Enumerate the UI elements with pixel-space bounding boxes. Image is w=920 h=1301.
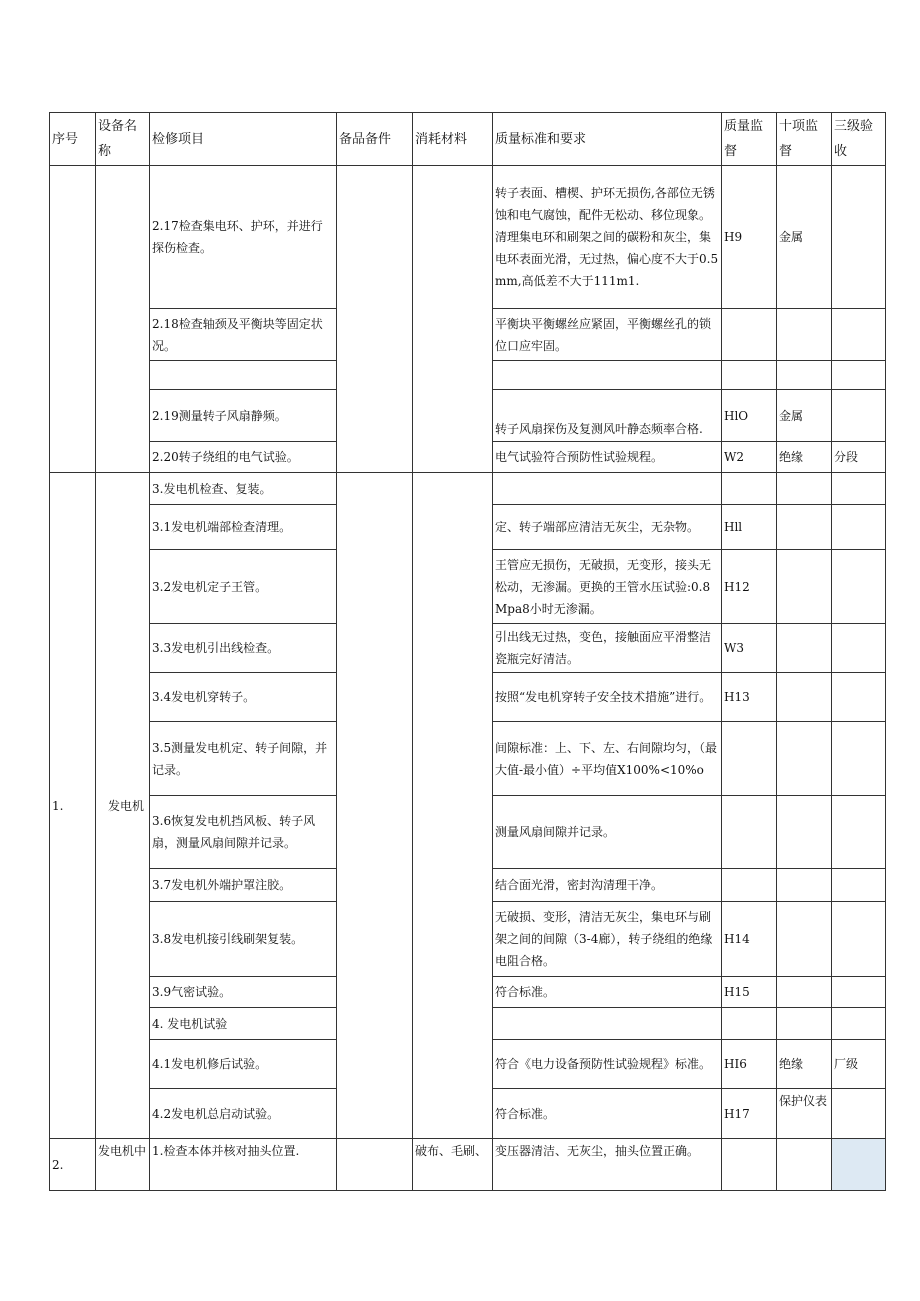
quality-cell: 符合标准。: [493, 1089, 722, 1139]
qc-cell: [722, 722, 777, 796]
spare-cell: [337, 1139, 413, 1191]
quality-cell: 电气试验符合预防性试验规程。: [493, 442, 722, 473]
table-row: [50, 1139, 886, 1191]
maintenance-table: [49, 112, 886, 1191]
ten-cell: [777, 673, 832, 722]
three-cell: [832, 361, 886, 390]
ten-cell: 绝缘: [777, 442, 832, 473]
ten-cell: 金属: [777, 166, 832, 309]
quality-cell: [493, 473, 722, 505]
header-ten: 十项监督: [777, 113, 832, 166]
qc-cell: [722, 796, 777, 869]
item-cell: 3.9气密试验。: [150, 977, 337, 1008]
quality-cell: 转子风扇探伤及复测风叶静态频率合格.: [493, 390, 722, 442]
three-cell: [832, 166, 886, 309]
qc-cell: [722, 473, 777, 505]
header-spare: 备品备件: [337, 113, 413, 166]
quality-cell: 定、转子端部应清洁无灰尘，无杂物。: [493, 505, 722, 550]
item-cell: [150, 361, 337, 390]
seq-cell: 2.: [50, 1139, 96, 1191]
item-cell: 4. 发电机试验: [150, 1008, 337, 1040]
device-cell: 发电机: [96, 473, 150, 1139]
qc-cell: [722, 1008, 777, 1040]
header-row: [50, 113, 886, 166]
item-cell: 3.7发电机外端护罩注胶。: [150, 869, 337, 902]
quality-cell: 结合面光滑，密封沟清理干净。: [493, 869, 722, 902]
ten-cell: 保护仪表: [777, 1089, 832, 1139]
three-cell: [832, 624, 886, 673]
device-cell: [96, 166, 150, 473]
ten-cell: [777, 902, 832, 977]
quality-cell: 王管应无损伤，无破损，无变形，接头无松动，无渗漏。更换的王管水压试验:0.8Mpa8小时无渗漏。: [493, 550, 722, 624]
quality-cell: 无破损、变形，清洁无灰尘，集电环与刷架之间的间隙（3-4廊），转子绕组的绝缘电阻合格。: [493, 902, 722, 977]
qc-cell: H14: [722, 902, 777, 977]
qc-cell: H9: [722, 166, 777, 309]
item-cell: 3.发电机检查、复装。: [150, 473, 337, 505]
header-quality: 质量标准和要求: [493, 113, 722, 166]
table-row: [50, 473, 886, 505]
quality-cell: 平衡块平衡螺丝应紧固，平衡螺丝孔的锁位口应牢固。: [493, 309, 722, 361]
qc-cell: [722, 309, 777, 361]
qc-cell: Hll: [722, 505, 777, 550]
ten-cell: [777, 977, 832, 1008]
three-cell: 厂级: [832, 1040, 886, 1089]
quality-cell: 按照“发电机穿转子安全技术措施”进行。: [493, 673, 722, 722]
three-cell-highlighted: [832, 1139, 886, 1191]
spare-cell: [337, 473, 413, 1139]
three-cell: [832, 673, 886, 722]
ten-cell: [777, 1008, 832, 1040]
ten-cell: [777, 505, 832, 550]
item-cell: 3.3发电机引出线检查。: [150, 624, 337, 673]
ten-cell: [777, 1139, 832, 1191]
three-cell: [832, 977, 886, 1008]
header-seq: 序号: [50, 113, 96, 166]
header-device: 设备名称: [96, 113, 150, 166]
item-cell: 3.1发电机端部检查清理。: [150, 505, 337, 550]
consumable-cell: [413, 166, 493, 473]
three-cell: [832, 473, 886, 505]
quality-cell: [493, 1008, 722, 1040]
item-cell: 4.1发电机修后试验。: [150, 1040, 337, 1089]
qc-cell: H17: [722, 1089, 777, 1139]
qc-cell: [722, 869, 777, 902]
three-cell: [832, 796, 886, 869]
quality-cell: 变压器清洁、无灰尘，抽头位置正确。: [493, 1139, 722, 1191]
seq-cell: [50, 166, 96, 473]
header-three: 三级验收: [832, 113, 886, 166]
qc-cell: H12: [722, 550, 777, 624]
ten-cell: [777, 361, 832, 390]
three-cell: [832, 902, 886, 977]
header-item: 检修项目: [150, 113, 337, 166]
three-cell: [832, 869, 886, 902]
ten-cell: [777, 796, 832, 869]
quality-cell: 引出线无过热，变色，接触面应平滑整洁瓷瓶完好清洁。: [493, 624, 722, 673]
ten-cell: [777, 869, 832, 902]
consumable-cell: 破布、毛刷、: [413, 1139, 493, 1191]
table-row: [50, 166, 886, 309]
ten-cell: [777, 550, 832, 624]
qc-cell: HI6: [722, 1040, 777, 1089]
item-cell: 2.20转子绕组的电气试验。: [150, 442, 337, 473]
item-cell: 2.18检查轴颈及平衡块等固定状况。: [150, 309, 337, 361]
header-consumable: 消耗材料: [413, 113, 493, 166]
three-cell: [832, 1089, 886, 1139]
three-cell: [832, 309, 886, 361]
quality-cell: 间隙标准：上、下、左、右间隙均匀，（最大值-最小值）÷平均值X100%<10%o: [493, 722, 722, 796]
item-cell: 3.8发电机接引线刷架复装。: [150, 902, 337, 977]
quality-cell: 符合标准。: [493, 977, 722, 1008]
qc-cell: H13: [722, 673, 777, 722]
qc-cell: H15: [722, 977, 777, 1008]
ten-cell: [777, 473, 832, 505]
item-cell: 2.17检查集电环、护环，并进行探伤检查。: [150, 166, 337, 309]
quality-cell: 转子表面、槽楔、护环无损伤,各部位无锈蚀和电气腐蚀，配件无松动、移位现象。清理集电环和刷架之间的碳粉和灰尘，集电环表面光滑，无过热，偏心度不大于0.5mm,高低差不大于111m1.: [493, 166, 722, 309]
item-cell: 3.5测量发电机定、转子间隙，并记录。: [150, 722, 337, 796]
seq-cell: 1.: [50, 473, 96, 1139]
quality-cell: 符合《电力设备预防性试验规程》标准。: [493, 1040, 722, 1089]
consumable-cell: [413, 473, 493, 1139]
three-cell: 分段: [832, 442, 886, 473]
qc-cell: W2: [722, 442, 777, 473]
three-cell: [832, 550, 886, 624]
qc-cell: [722, 361, 777, 390]
spare-cell: [337, 166, 413, 473]
ten-cell: [777, 309, 832, 361]
item-cell: 3.2发电机定子王管。: [150, 550, 337, 624]
quality-cell: 测量风扇间隙并记录。: [493, 796, 722, 869]
item-cell: 2.19测量转子风扇静频。: [150, 390, 337, 442]
ten-cell: [777, 624, 832, 673]
item-cell: 1.检查本体并核对抽头位置.: [150, 1139, 337, 1191]
three-cell: [832, 505, 886, 550]
qc-cell: W3: [722, 624, 777, 673]
quality-cell: [493, 361, 722, 390]
three-cell: [832, 722, 886, 796]
header-qc: 质量监督: [722, 113, 777, 166]
three-cell: [832, 1008, 886, 1040]
ten-cell: 金属: [777, 390, 832, 442]
device-cell: 发电机中: [96, 1139, 150, 1191]
qc-cell: HlO: [722, 390, 777, 442]
three-cell: [832, 390, 886, 442]
item-cell: 3.6恢复发电机挡风板、转子风扇，测量风扇间隙并记录。: [150, 796, 337, 869]
ten-cell: 绝缘: [777, 1040, 832, 1089]
ten-cell: [777, 722, 832, 796]
qc-cell: [722, 1139, 777, 1191]
item-cell: 4.2发电机总启动试验。: [150, 1089, 337, 1139]
item-cell: 3.4发电机穿转子。: [150, 673, 337, 722]
